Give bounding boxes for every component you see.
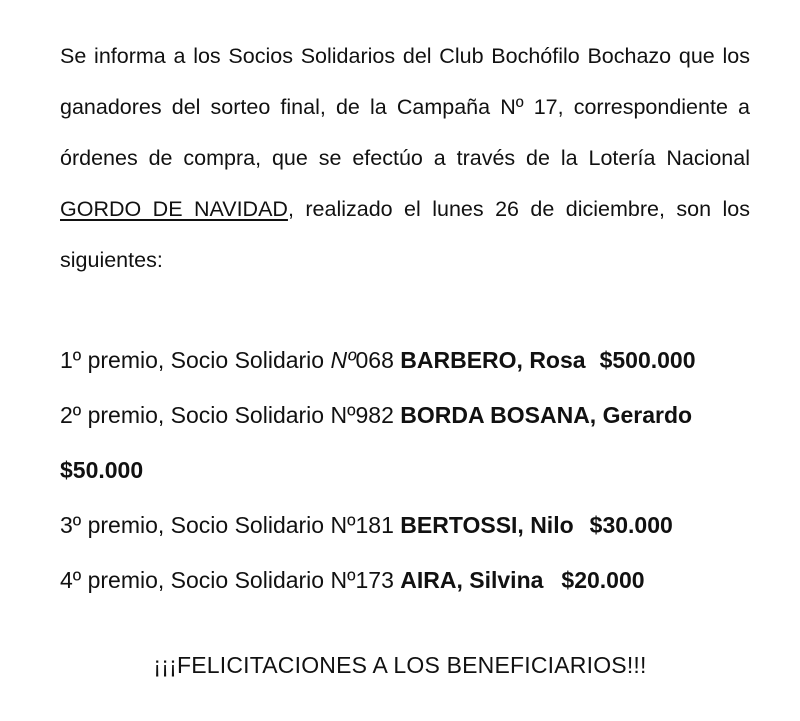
prize-line-2 <box>60 388 750 498</box>
member-number: 068 <box>355 347 394 373</box>
intro-text-before: Se informa a los Socios Solidarios del Club Bochófilo Bochazo que los ganadores del sorteo final, de la Campaña Nº 17, correspondiente a órdenes de compra, que se efectúo a través de la Lotería Nacional <box>60 44 750 170</box>
congratulations-message: ¡¡¡FELICITACIONES A LOS BENEFICIARIOS!!! <box>153 652 647 678</box>
prize-list <box>60 333 750 608</box>
member-number-prefix: Nº <box>330 512 356 538</box>
winner-name: BORDA BOSANA, Gerardo <box>400 402 693 428</box>
prize-amount: $500.000 <box>599 347 696 373</box>
winner-name: BERTOSSI, Nilo <box>400 512 574 538</box>
member-number: 181 <box>355 512 394 538</box>
prize-amount: $50.000 <box>60 457 144 483</box>
member-number-prefix: Nº <box>330 402 356 428</box>
prize-position: 1º premio, Socio Solidario <box>60 347 331 373</box>
prize-line-3 <box>60 498 750 553</box>
member-number-prefix: Nº <box>330 567 356 593</box>
prize-position: 4º premio, Socio Solidario <box>60 567 331 593</box>
prize-line-1 <box>60 333 750 388</box>
winner-name: BARBERO, Rosa <box>400 347 586 373</box>
prize-amount: $30.000 <box>589 512 673 538</box>
prize-line-4 <box>60 553 750 608</box>
member-number-prefix: Nº <box>330 347 356 373</box>
member-number: 982 <box>355 402 394 428</box>
document-body <box>60 0 750 608</box>
member-number: 173 <box>355 567 394 593</box>
prize-amount: $20.000 <box>561 567 645 593</box>
lottery-name: GORDO DE NAVIDAD <box>60 197 288 221</box>
prize-position: 2º premio, Socio Solidario <box>60 402 331 428</box>
prize-position: 3º premio, Socio Solidario <box>60 512 331 538</box>
winner-name: AIRA, Silvina <box>400 567 544 593</box>
intro-paragraph <box>60 0 750 286</box>
intro-text-after: , realizado el lunes 26 de diciembre, son los siguientes: <box>60 197 750 272</box>
